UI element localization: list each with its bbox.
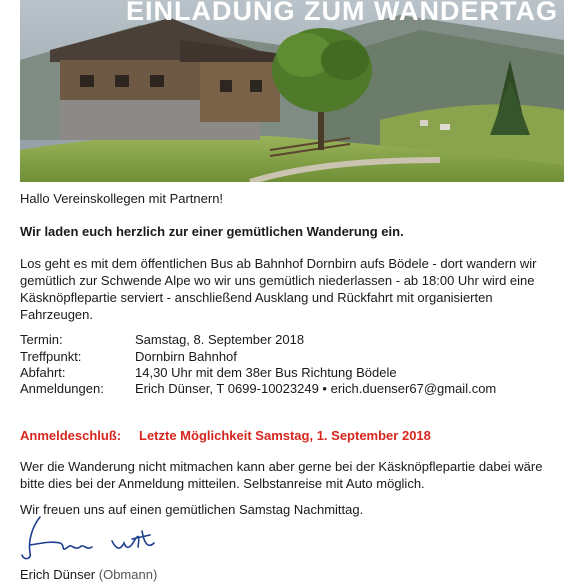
detail-value: 14,30 Uhr mit dem 38er Bus Richtung Bödele [135, 365, 397, 380]
banner-photo [20, 0, 564, 182]
detail-value: Dornbirn Bahnhof [135, 349, 237, 364]
closing-line: Wir freuen uns auf einen gemütlichen Samstag Nachmittag. [20, 502, 364, 517]
signer [20, 566, 157, 583]
detail-label: Treffpunkt: [20, 349, 82, 364]
detail-value: Samstag, 8. September 2018 [135, 332, 305, 347]
header-banner [20, 0, 564, 182]
banner-title: EINLADUNG ZUM WANDERTAG [126, 0, 558, 26]
greeting: Hallo Vereinskollegen mit Partnern! [20, 191, 224, 206]
detail-label: Termin: [20, 332, 63, 347]
deadline-label: Anmeldeschluß: [20, 428, 122, 443]
signer-role: (Obmann) [98, 567, 158, 582]
detail-label: Anmeldungen: [20, 381, 104, 396]
note-paragraph: Wer die Wanderung nicht mitmachen kann aber gerne bei der Käsknöpflepartie dabei wäre bitte dies bei der Anmeldung mitteilen. Selbstanreise mit Auto möglich. [20, 459, 543, 491]
headline: Wir laden euch herzlich zur einer gemütlichen Wanderung ein. [20, 224, 404, 239]
deadline-value: Letzte Möglichkeit Samstag, 1. September 2018 [139, 428, 431, 443]
detail-label: Abfahrt: [20, 365, 66, 380]
detail-value: Erich Dünser, T 0699-10023249 • erich.duenser67@gmail.com [135, 381, 497, 396]
intro-paragraph: Los geht es mit dem öffentlichen Bus ab Bahnhof Dornbirn aufs Bödele - dort wandern wir gemütlich zur Schwende Alpe wo wir uns gemütlich niederlassen - ab 18:00 Uhr wird eine Käsknöpflepartie serviert - anschließend Ausklang und Rückfahrt mit organisierten Fahrzeugen. [20, 256, 537, 322]
signature-mark [20, 513, 170, 563]
signer-name: Erich Dünser [20, 567, 96, 582]
